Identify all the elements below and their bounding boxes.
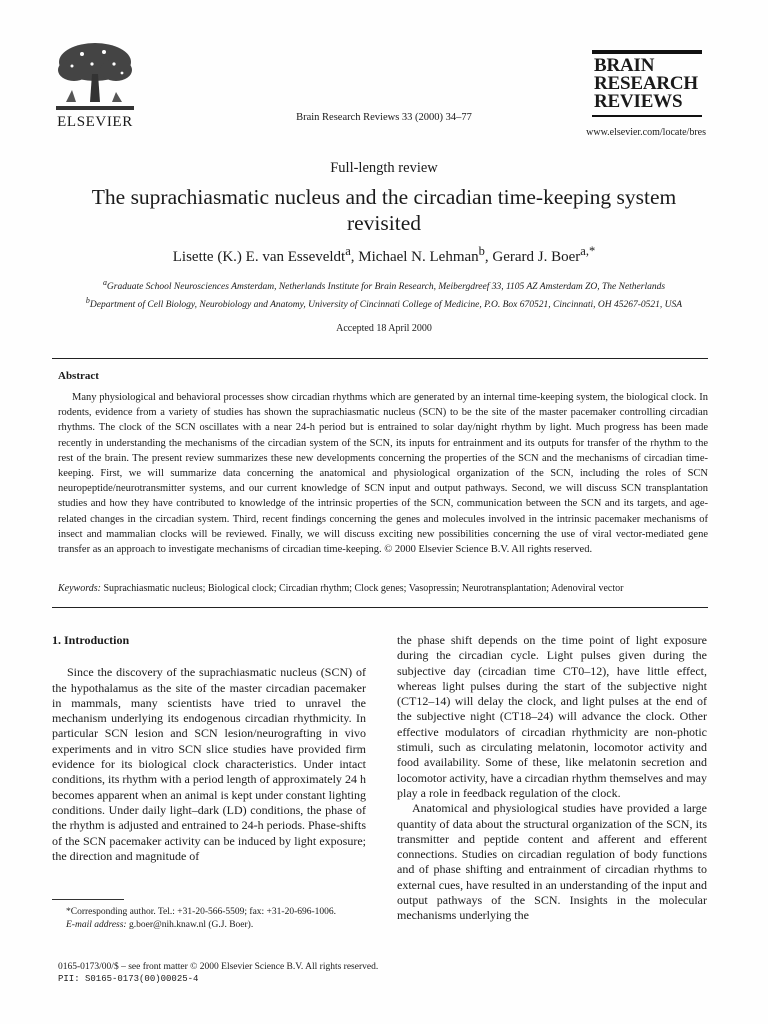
logo-bottom-rule bbox=[592, 115, 702, 117]
body-paragraph: Anatomical and physiological studies have provided a large quantity of data about the structural organization of the SCN, its transmitter and peptide content and afferent and efferent connections. Studies on circadian regulation of body functions and of phase shifting and entrainment of circadian rhythms to external cues, have resulted in an understanding of the input and output pathways of the SCN. Insights in the molecular mechanisms underlying the bbox=[397, 801, 707, 923]
author-sup: a,* bbox=[580, 244, 596, 258]
elsevier-tree-icon bbox=[52, 40, 138, 112]
journal-citation: Brain Research Reviews 33 (2000) 34–77 bbox=[296, 112, 472, 123]
author-name: Lisette (K.) E. van Esseveldt bbox=[172, 249, 346, 265]
abstract-text: Many physiological and behavioral processes show circadian rhythms which are generated by an internal time-keeping system, the biological clock. In rodents, evidence from a variety of studies has shown the suprachiasmatic nucleus (SCN) to be the site of the master pacemaker controlling circadian rhythms. The clock of the SCN oscillates with a near 24-h period but is entrained to solar day/night rhythm by light. Much progress has been made recently in understanding the mechanisms of the circadian system of the SCN, its inputs for entrainment and its outputs for transfer of the rhythm to the rest of the brain. The present review summarizes these new developments concerning the properties of the SCN and the mechanisms of circadian time-keeping. First, we will summarize data concerning the anatomical and physiological organization of the SCN, including the roles of SCN neuropeptide/neurotransmitter systems, and our current knowledge of SCN input and output pathways. Second, we will discuss SCN transplantation studies and how they have contributed to knowledge of the intrinsic properties of the SCN, communication between the SCN and its targets, and age-related changes in the circadian system. Third, recent findings concerning the genes and molecules involved in the intrinsic pacemaker mechanisms of insect and mammalian clocks will be reviewed. Finally, we will discuss exciting new possibilities concerning the use of viral vector-mediated gene transfer as an approach to investigate mechanisms of circadian time-keeping. © 2000 Elsevier Science B.V. All rights reserved. bbox=[58, 392, 708, 556]
body-paragraph: Since the discovery of the suprachiasmatic nucleus (SCN) of the hypothalamus as the site of the master circadian pacemaker in mammals, many scientists have tried to unravel the mechanism underlying its endogenous circadian rhythmicity. In particular SCN lesion and SCN lesion/neurografting in vivo experiments and in vitro SCN slice studies have provided firm evidence for its biological clock characteristics. Under intact conditions, its rhythm with a period length of approximately 24 h becomes apparent when an animal is kept under constant lighting conditions. Under daily light–dark (LD) conditions, the phase of the rhythm is adjusted and entrained to 24-h periods. Phase-shifts of the SCN pacemaker activity can be induced by light exposure; the direction and magnitude of bbox=[52, 665, 366, 863]
publication-info bbox=[58, 961, 378, 985]
logo-line-1: BRAIN bbox=[594, 55, 655, 76]
author-sup: b bbox=[478, 244, 485, 258]
article-type: Full-length review bbox=[330, 160, 438, 176]
keywords bbox=[58, 583, 708, 594]
footnote bbox=[52, 906, 366, 931]
affiliation bbox=[70, 294, 698, 312]
logo-line-2: RESEARCH bbox=[594, 73, 698, 94]
affiliation-text: Department of Cell Biology, Neurobiology and Anatomy, University of Cincinnati College of Medicine, P.O. Box 670521, Cincinnati, OH 45267-0521, USA bbox=[89, 300, 683, 311]
journal-url[interactable]: www.elsevier.com/locate/bres bbox=[586, 127, 706, 138]
body-paragraph: the phase shift depends on the time point of light exposure during the circadian cycle. Light pulses given during the subjective day (circadian time CT0–12), have little effect, whereas light pulses during the start of the subjective night (CT12–14) will delay the clock, and light pulses at the end of the subjective night (CT18–24) will advance the clock. Other effective modulators of circadian rhythmicity are non-photic stimuli, such as circulating melatonin, locomotor activity and food availability. Some of these, like melatonin secretion and locomotor activity, have a circadian rhythm themselves and may play a role in feedback regulation of the clock. bbox=[397, 633, 707, 800]
journal-logo bbox=[592, 50, 702, 117]
divider bbox=[52, 358, 708, 359]
accepted-date: Accepted 18 April 2000 bbox=[336, 323, 432, 334]
affiliations bbox=[70, 276, 698, 312]
author-name: Gerard J. Boer bbox=[492, 249, 581, 265]
affiliation-sup: b bbox=[85, 296, 90, 306]
author-sup: a bbox=[345, 244, 351, 258]
pii-line: PII: S0165-0173(00)00025-4 bbox=[58, 974, 199, 984]
publisher-name: ELSEVIER bbox=[57, 114, 133, 130]
author-list: Lisette (K.) E. van Esseveldt$^a$, Michael N. Lehman$^b$, Gerard J. Boer$^{a,*}$ bbox=[172, 244, 596, 265]
copyright-line: 0165-0173/00/$ – see front matter © 2000 Elsevier Science B.V. All rights reserved. bbox=[58, 962, 379, 972]
left-column bbox=[52, 633, 366, 864]
affiliation bbox=[70, 276, 698, 294]
keywords-list: Suprachiasmatic nucleus; Biological clock; Circadian rhythm; Clock genes; Vasopressin; Neurotransplantation; Adenoviral vector bbox=[103, 583, 624, 594]
right-column bbox=[397, 633, 707, 924]
divider bbox=[52, 607, 708, 608]
abstract-heading: Abstract bbox=[58, 370, 99, 382]
corresponding-author: *Corresponding author. Tel.: +31-20-566-5509; fax: +31-20-696-1006. bbox=[66, 907, 337, 917]
section-heading: 1. Introduction bbox=[52, 633, 130, 647]
affiliation-sup: a bbox=[102, 278, 107, 287]
logo-line-3: REVIEWS bbox=[594, 91, 683, 112]
article-title: The suprachiasmatic nucleus and the circadian time-keeping system revisited bbox=[91, 185, 677, 235]
footnote-rule bbox=[52, 899, 124, 900]
email-label: E-mail address: bbox=[66, 919, 127, 930]
author-name: Michael N. Lehman bbox=[358, 249, 479, 265]
keywords-label: Keywords: bbox=[58, 583, 101, 594]
email-address[interactable]: g.boer@nih.knaw.nl (G.J. Boer). bbox=[128, 919, 254, 930]
affiliation-text: Graduate School Neurosciences Amsterdam, Netherlands Institute for Brain Research, Meibergdreef 33, 1105 AZ Amsterdam ZO, The Netherlands bbox=[106, 282, 666, 293]
